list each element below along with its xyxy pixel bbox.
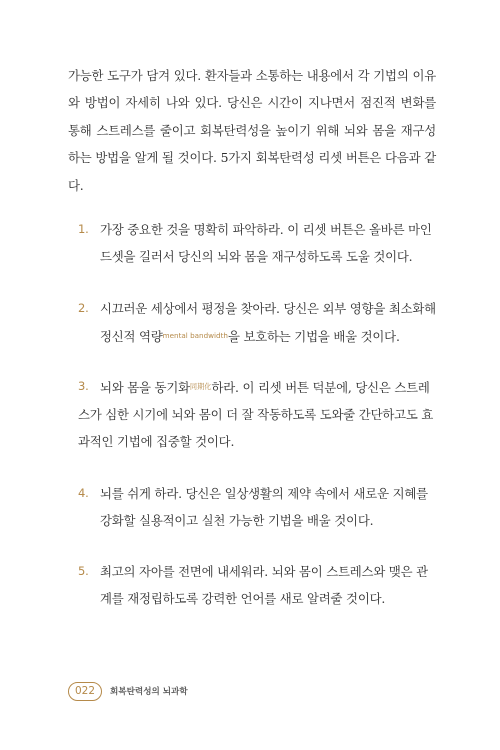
list-item-text bbox=[78, 373, 436, 455]
list-number: 1. bbox=[78, 222, 89, 236]
list-item-text bbox=[100, 295, 436, 350]
list-item-5 bbox=[78, 558, 436, 612]
list-item-text-part: 시끄러운 세상에서 평정을 찾아라. 당신은 외부 영향을 최소화해 정신적 역량 bbox=[100, 301, 436, 344]
page-footer bbox=[68, 680, 188, 702]
list-item-4 bbox=[78, 480, 436, 534]
page-number-badge: 022 bbox=[68, 682, 102, 701]
list-item-text-part: 하라. 이 리셋 버튼 덕분에, 당신은 스트레스가 심한 시기에 뇌와 몸이 더 잘 작동하도록 도와줄 간단하고도 효과적인 기법에 집중할 것이다. bbox=[78, 380, 434, 449]
list-number: 5. bbox=[78, 564, 89, 578]
gloss-annotation: 同期化 bbox=[189, 382, 212, 391]
gloss-annotation: mental bandwidth bbox=[162, 331, 228, 340]
list-number: 2. bbox=[78, 301, 89, 315]
list-item-2 bbox=[78, 295, 436, 350]
list-item-text-part: 을 보호하는 기법을 배울 것이다. bbox=[227, 329, 400, 344]
list-item-text-part: 뇌와 몸을 동기화 bbox=[100, 380, 190, 395]
list-number: 3. bbox=[78, 379, 89, 393]
list-item-text: 가장 중요한 것을 명확히 파악하라. 이 리셋 버튼은 올바른 마인드셋을 길러서 당신의 뇌와 몸을 재구성하도록 도울 것이다. bbox=[100, 222, 432, 264]
list-item-text: 최고의 자아를 전면에 내세워라. 뇌와 몸이 스트레스와 맺은 관계를 재정립하도록 강력한 언어를 새로 알려줄 것이다. bbox=[100, 564, 428, 606]
intro-paragraph: 가능한 도구가 담겨 있다. 환자들과 소통하는 내용에서 각 기법의 이유와 방법이 자세히 나와 있다. 당신은 시간이 지나면서 점진적 변화를 통해 스트레스를 줄이고 회복탄력성을 높이기 위해 뇌와 몸을 재구성하는 방법을 알게 될 것이다. 5가지 회복탄력성 리셋 버튼은 다음과 같다. bbox=[68, 68, 436, 193]
list-number: 4. bbox=[78, 486, 89, 500]
list-item-text: 뇌를 쉬게 하라. 당신은 일상생활의 제약 속에서 새로운 지혜를 강화할 실용적이고 실천 가능한 기법을 배울 것이다. bbox=[100, 486, 428, 528]
list-item-3 bbox=[78, 373, 436, 455]
running-title: 회복탄력성의 뇌과학 bbox=[110, 687, 188, 697]
list-item-1 bbox=[78, 216, 436, 270]
